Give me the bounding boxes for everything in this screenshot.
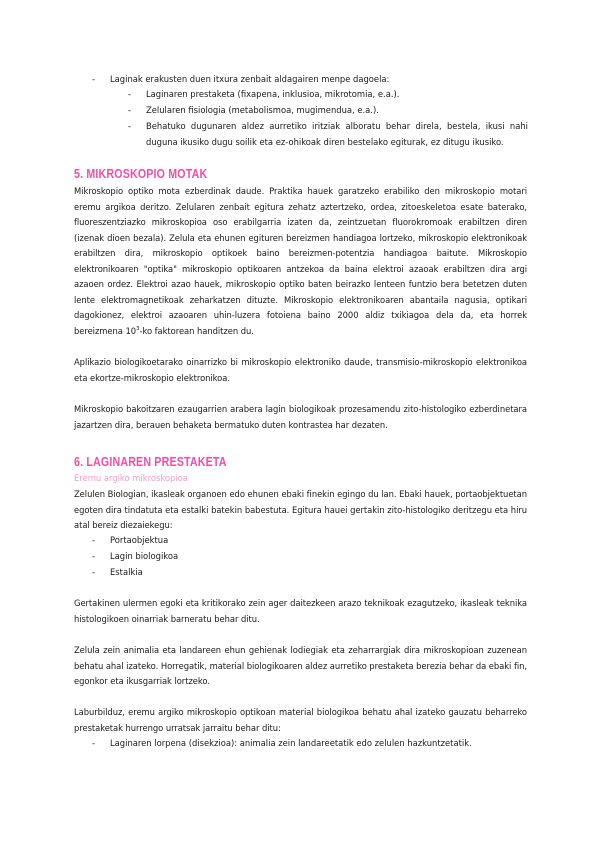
- list-dash: -: [92, 535, 96, 545]
- list-item-lagin: Lagin biologikoa: [110, 551, 179, 561]
- section-6-heading: 6. LAGINAREN PRESTAKETA: [74, 454, 227, 469]
- intro-subitem-3: Behatuko dugunaren aldez aurretiko iritziak alboratu behar direla, bestela, ikusi nahi duguna ikusiko dugu soilik eta ez-ohikoak diren bestelako egiturak, ez ditugu ikusiko.: [146, 121, 528, 147]
- intro-subitem-2: Zelularen fisiologia (metabolismoa, mugimendua, e.a.).: [146, 105, 379, 115]
- exponent: 3: [136, 325, 140, 332]
- list-dash: -: [92, 738, 96, 748]
- list-dash: -: [92, 74, 96, 84]
- section-5-paragraph-3: Mikroskopio bakoitzaren ezaugarrien arabera lagin biologikoak prozesamendu zito-histologiko ezberdinetara jazartzen dira, berauen behaketa bermatuko duten kontrastea har dezaten.: [74, 404, 527, 430]
- intro-subitem-1: Laginaren prestaketa (fixapena, inklusioa, mikrotomia, e.a.).: [146, 89, 400, 99]
- list-item-portaobjektua: Portaobjektua: [110, 535, 169, 545]
- list-dash: -: [128, 121, 132, 131]
- list-dash: -: [92, 551, 96, 561]
- list-dash: -: [128, 89, 132, 99]
- section-5-paragraph-1-text: Mikroskopio optiko mota ezberdinak daude. Praktika hauek garatzeko erabiliko den mikroskopio motari eremu argikoa deritzo. Zelularen zenbait egitura zehatz aztertzeko, ordea, zitoeskeletoa esate baterako, fluoreszentziazko mikroskopioa oso erabilgarria izaten da, zeintzuetan fluorokromoak erabiltzen diren (izenak dioen bezala). Zelula eta ehunen egituren bereizmen handiagoa lortzeko, mikroskopio elektronikoak erabiltzen dira, mikroskopio optikoek baino bereizmen-potentzia handiagoa baitute. Mikroskopio elektronikoaren "optika" mikroskopio optikoaren antzekoa da baina elektroi azaoak erabiltzen dira argi azaoen ordez. Elektroi azao hauek, mikroskopio optiko baten beirazko lenteen funtzio bera betetzen duten lente elektromagnetikoak zeharkatzen dituzte. Mikroskopio elektronikoaren abantaila nagusia, optikari dagokionez, elektroi azaoaren uhin-luzera fotoiena baino 2000 aldiz txikiagoa dela da, eta horrek bereizmena 10: [74, 186, 527, 336]
- section-6-paragraph-3: Zelula zein animalia eta landareen ehun gehienak lodiegiak eta zeharrargiak dira mikroskopioan zuzenean behatu ahal izateko. Horregatik, material biologikoaren aldez aurretiko prestaketa berezia behar da ebaki fin, egonkor eta ikusgarriak lortzeko.: [74, 645, 527, 686]
- section-6-subheading: Eremu argiko mikroskopioa: [74, 473, 188, 483]
- section-5-heading: 5. MIKROSKOPIO MOTAK: [74, 166, 208, 181]
- section-6-paragraph-1: Zelulen Biologian, ikasleak organoen edo ehunen ebaki finekin egingo du lan. Ebaki hauek, portaobjektuetan egoten dira tindatuta eta estalki batekin babestuta. Egitura hauei gertakin zito-histologiko deritzegu eta hiru atal bereiz diezaiekegu:: [74, 489, 527, 530]
- list-dash: -: [92, 567, 96, 577]
- list-dash: -: [128, 105, 132, 115]
- section-5-paragraph-1-end: -ko faktorean handitzen du.: [139, 325, 254, 336]
- step-item-1: Laginaren lorpena (disekzioa): animalia zein landareetatik edo zelulen hazkuntzetatik.: [110, 738, 472, 748]
- list-item-estalkia: Estalkia: [110, 567, 143, 577]
- intro-list-item: Laginak erakusten duen itxura zenbait aldagairen menpe dagoela:: [110, 74, 390, 84]
- section-6-paragraph-2: Gertakinen ulermen egoki eta kritikorako zein ager daitezkeen arazo teknikoak ezagutzeko, ikasleak teknika histologikoen oinarriak barneratu behar ditu.: [74, 598, 527, 624]
- section-5-paragraph-2: Aplikazio biologikoetarako oinarrizko bi mikroskopio elektroniko daude, transmisio-mikroskopio elektronikoa eta ekortze-mikroskopio elektronikoa.: [74, 357, 527, 383]
- section-6-paragraph-4: Laburbilduz, eremu argiko mikroskopio optikoan material biologikoa behatu ahal izateko gauzatu beharreko prestaketak hurrengo urratsak jarraitu behar ditu:: [74, 707, 527, 733]
- section-5-paragraph-1: [74, 184, 527, 339]
